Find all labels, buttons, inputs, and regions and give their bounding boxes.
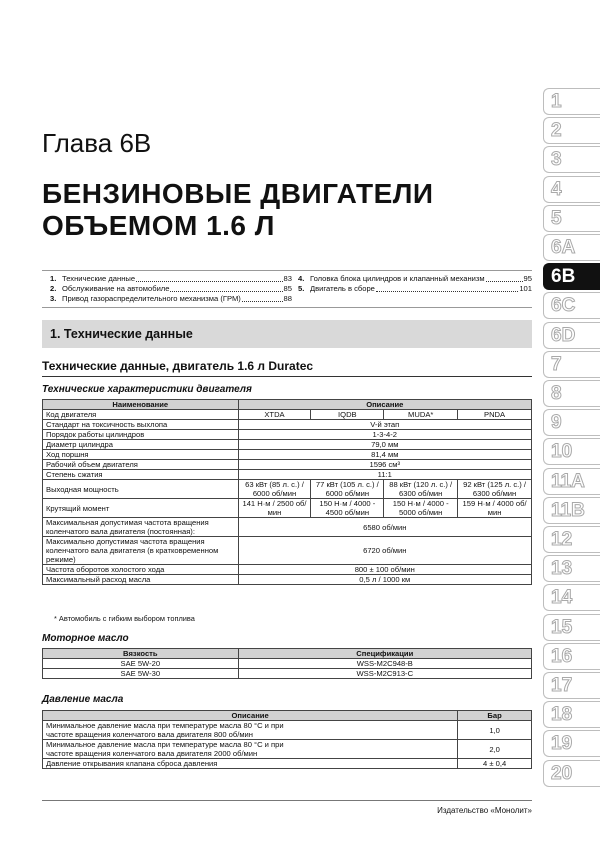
toc-entry[interactable] (50, 284, 292, 294)
chapter-tab-label: 7 (551, 353, 562, 375)
toc-entry[interactable] (298, 284, 532, 294)
chapter-tab-17[interactable] (543, 672, 600, 699)
section-title: 1. Технические данные (50, 327, 193, 341)
toc-text: Двигатель в сборе (310, 284, 375, 293)
chapter-tab-11b[interactable] (543, 497, 600, 524)
cell: 81,4 мм (238, 450, 531, 460)
toc-number: 2. (50, 284, 57, 293)
cell: 1-3-4-2 (238, 430, 531, 440)
toc-text: Привод газораспределительного механизма (ГРМ) (62, 294, 241, 303)
cell: 1,0 (458, 721, 532, 740)
row-label: Диаметр цилиндра (43, 440, 239, 450)
oil-table-caption: Моторное масло (42, 633, 129, 644)
chapter-tab-1[interactable] (543, 88, 600, 115)
toc-number: 3. (50, 294, 57, 303)
chapter-tab-4[interactable] (543, 176, 600, 203)
engine-table-caption: Технические характеристики двигателя (42, 384, 252, 395)
row-label: Максимальный расход масла (43, 575, 239, 585)
table-row (43, 669, 532, 679)
cell: 11:1 (238, 470, 531, 480)
toc-page: 95 (523, 274, 532, 283)
cell: SAE 5W-30 (43, 669, 239, 679)
cell: 0,5 л / 1000 км (238, 575, 531, 585)
row-label: Порядок работы цилиндров (43, 430, 239, 440)
cell: WSS-M2C913-C (238, 669, 531, 679)
chapter-tab-label: 13 (551, 558, 573, 580)
toc-text: Технические данные (62, 274, 136, 283)
chapter-tab-9[interactable] (543, 409, 600, 436)
row-label: Выходная мощность (43, 480, 239, 499)
toc-entry[interactable] (298, 274, 532, 284)
chapter-tab-label: 20 (551, 762, 573, 784)
table-row (43, 430, 532, 440)
subsection-title: Технические данные, двигатель 1.6 л Duratec (42, 359, 532, 377)
row-label: Максимально допустимая частота вращения коленчатого вала двигателя (в кратковременном режиме) (43, 537, 239, 565)
table-row (43, 450, 532, 460)
chapter-tab-label: 1 (551, 91, 562, 112)
column-header: Наименование (43, 400, 239, 410)
toc-number: 4. (298, 274, 305, 283)
toc-page: 85 (283, 284, 292, 293)
table-row (43, 518, 532, 537)
toc-page: 101 (519, 284, 532, 293)
cell: IQDB (311, 410, 384, 420)
table-row (43, 721, 532, 740)
cell: 159 Н·м / 4000 об/мин (458, 499, 532, 518)
chapter-tab-label: 19 (551, 733, 573, 755)
toc-number: 5. (298, 284, 305, 293)
chapter-tab-label: 5 (551, 207, 562, 229)
title-line-2: ОБЪЕМОМ 1.6 Л (42, 210, 275, 241)
cell: Минимальное давление масла при температуре масла 80 °C и при частоте вращения коленчатого вала двигателя 800 об/мин (43, 721, 458, 740)
chapter-tab-label: 2 (551, 120, 562, 142)
chapter-tab-label: 14 (551, 587, 573, 609)
column-header: Спецификации (238, 649, 531, 659)
cell: XTDA (238, 410, 311, 420)
cell: PNDA (458, 410, 532, 420)
cell: 6580 об/мин (238, 518, 531, 537)
footnote: * Автомобиль с гибким выбором топлива (54, 614, 195, 623)
chapter-tab-6c[interactable] (543, 292, 600, 319)
row-label: Стандарт на токсичность выхлопа (43, 420, 239, 430)
row-label: Максимальная допустимая частота вращения коленчатого вала двигателя (постоянная): (43, 518, 239, 537)
chapter-tab-2[interactable] (543, 117, 600, 144)
table-header-row (43, 400, 532, 410)
column-header: Описание (238, 400, 531, 410)
cell: 88 кВт (120 л. с.) / 6300 об/мин (384, 480, 458, 499)
cell: 92 кВт (125 л. с.) / 6300 об/мин (458, 480, 532, 499)
chapter-tab-11a[interactable] (543, 468, 600, 495)
chapter-tab-label: 15 (551, 616, 573, 638)
chapter-tab-13[interactable] (543, 555, 600, 582)
column-header: Описание (43, 711, 458, 721)
title-line-1: БЕНЗИНОВЫЕ ДВИГАТЕЛИ (42, 178, 434, 209)
chapter-tab-label: 6B (551, 266, 576, 288)
chapter-tab-label: 6A (551, 237, 576, 258)
chapter-tab-label: 11A (551, 470, 585, 492)
chapter-tab-label: 11B (551, 499, 585, 521)
chapter-tab-label: 10 (551, 441, 573, 463)
table-row (43, 420, 532, 430)
toc-number: 1. (50, 274, 57, 283)
table-row (43, 460, 532, 470)
oil-table (42, 648, 532, 679)
table-row (43, 410, 532, 420)
toc-text: Обслуживание на автомобиле (62, 284, 170, 293)
table-row (43, 470, 532, 480)
chapter-tab-7[interactable] (543, 351, 600, 378)
column-header: Бар (458, 711, 532, 721)
publisher-footer: Издательство «Монолит» (437, 806, 532, 815)
table-row (43, 659, 532, 669)
cell: 1596 см³ (238, 460, 531, 470)
toc-right-column (298, 274, 532, 294)
table-row (43, 759, 532, 769)
cell: 150 Н·м / 4000 - 5000 об/мин (384, 499, 458, 518)
section-header (42, 320, 532, 348)
chapter-tab-12[interactable] (543, 526, 600, 553)
chapter-tab-3[interactable] (543, 146, 600, 173)
cell: 4 ± 0,4 (458, 759, 532, 769)
chapter-tab-label: 6C (551, 295, 576, 317)
chapter-tab-6a[interactable] (543, 234, 600, 261)
chapter-tab-label: 12 (551, 529, 573, 550)
table-row (43, 575, 532, 585)
chapter-tab-5[interactable] (543, 205, 600, 232)
table-row (43, 537, 532, 565)
table-header-row (43, 711, 532, 721)
column-header: Вязкость (43, 649, 239, 659)
cell: 800 ± 100 об/мин (238, 565, 531, 575)
table-header-row (43, 649, 532, 659)
pressure-table-caption: Давление масла (42, 694, 124, 705)
footer-divider (42, 800, 532, 801)
cell: 6720 об/мин (238, 537, 531, 565)
chapter-tab-label: 3 (551, 149, 562, 171)
chapter-tab-label: 6D (551, 324, 576, 346)
chapter-tab-label: 4 (551, 178, 562, 200)
cell: V-й этап (238, 420, 531, 430)
chapter-tab-14[interactable] (543, 584, 600, 611)
table-of-contents (42, 270, 532, 308)
toc-text: Головка блока цилиндров и клапанный механизм (310, 274, 485, 283)
toc-page: 88 (283, 294, 292, 303)
toc-left-column (50, 274, 292, 304)
chapter-tab-8[interactable] (543, 380, 600, 407)
chapter-title (42, 178, 434, 242)
cell: Давление открывания клапана сброса давления (43, 759, 458, 769)
cell: Минимальное давление масла при температуре масла 80 °C и при частоте вращения коленчатого вала двигателя 2000 об/мин (43, 740, 458, 759)
chapter-tab-label: 8 (551, 383, 562, 404)
chapter-tab-label: 18 (551, 704, 573, 726)
toc-entry[interactable] (50, 294, 292, 304)
toc-page: 83 (283, 274, 292, 283)
cell: 150 Н·м / 4000 - 4500 об/мин (311, 499, 384, 518)
oil-pressure-table (42, 710, 532, 769)
chapter-label: Глава 6В (42, 128, 152, 158)
chapter-tab-label: 16 (551, 645, 573, 667)
chapter-tab-18[interactable] (543, 701, 600, 728)
row-label: Степень сжатия (43, 470, 239, 480)
cell: WSS-M2C948-B (238, 659, 531, 669)
chapter-tab-label: 17 (551, 675, 573, 696)
row-label: Код двигателя (43, 410, 239, 420)
row-label: Частота оборотов холостого хода (43, 565, 239, 575)
cell: MUDA* (384, 410, 458, 420)
cell: 2,0 (458, 740, 532, 759)
table-row (43, 440, 532, 450)
cell: 79,0 мм (238, 440, 531, 450)
chapter-tab-16[interactable] (543, 643, 600, 670)
row-label: Рабочий объем двигателя (43, 460, 239, 470)
chapter-tab-15[interactable] (543, 614, 600, 641)
row-label: Крутящий момент (43, 499, 239, 518)
table-row (43, 565, 532, 575)
chapter-tab-19[interactable] (543, 730, 600, 757)
row-label: Ход поршня (43, 450, 239, 460)
toc-entry[interactable] (50, 274, 292, 284)
chapter-tab-6d[interactable] (543, 322, 600, 349)
cell: 77 кВт (105 л. с.) / 6000 об/мин (311, 480, 384, 499)
cell: SAE 5W-20 (43, 659, 239, 669)
table-row (43, 499, 532, 518)
table-row (43, 740, 532, 759)
cell: 141 Н·м / 2500 об/мин (238, 499, 311, 518)
cell: 63 кВт (85 л. с.) / 6000 об/мин (238, 480, 311, 499)
table-row (43, 480, 532, 499)
chapter-tab-10[interactable] (543, 438, 600, 465)
engine-specs-table (42, 399, 532, 585)
chapter-tab-6b[interactable] (543, 263, 600, 290)
chapter-tab-label: 9 (551, 412, 562, 434)
chapter-tab-20[interactable] (543, 760, 600, 787)
